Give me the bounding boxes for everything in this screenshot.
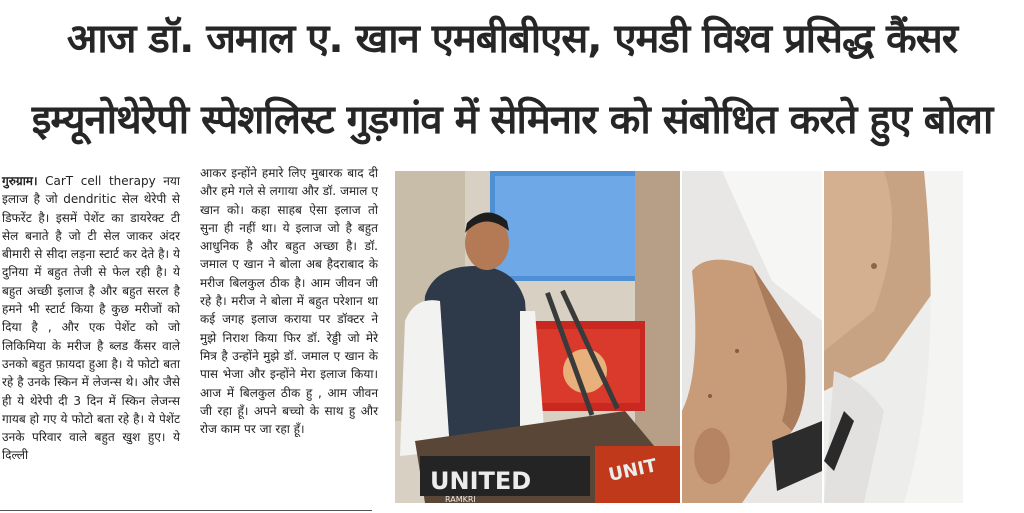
column-rule xyxy=(0,510,372,511)
article-column-2 xyxy=(200,164,378,438)
article-column-1 xyxy=(2,172,180,465)
podium-lettering: UNITED xyxy=(430,467,532,495)
podium-sub-lettering: RAMKRI xyxy=(445,495,476,503)
photo-arm-after xyxy=(824,171,963,503)
dateline: गुरुग्राम। xyxy=(2,174,38,188)
article-text-col1: CarT cell therapy नया इलाज है जो dendritic सेल थेरेपी से डिफरेंट है। इसमें पेशेंट का डायरेक्ट टी सेल बनाते है जो टी सेल जाकर अंदर बीमारी से सीदा लड़ना स्टार्ट कर देते है। ये दुनिया में बहुत तेजी से फेल रही है। ये बहुत अच्छी इलाज है और बहुत सरल है हमने भी स्टार्ट किया है कुछ मरीजों को दिया है , और एक पेशेंट को जो लिकिमिया के मरीज है ब्लड कैंसर वाले उनको बहुत फ़ायदा हुआ है। ये फोटो बता रहे है उनके स्किन में लेजन्स थे। और जैसे ही ये थेरेपी दी 3 दिन में स्किन लेजन्स गायब हो गए ये फोटो बता रहे है। ये पेशेंट उनके परिवार वाले बहुत खुश हुए। ये दिल्ली xyxy=(2,174,180,463)
photo-speaker-at-podium xyxy=(395,171,680,503)
photo-arm-before xyxy=(682,171,822,503)
headline-line-2: इम्यूनोथेरेपी स्पेशलिस्ट गुड़गांव में सेमिनार को संबोधित करते हुए बोला xyxy=(31,97,993,143)
article-text-col2: आकर इन्होंने हमारे लिए मुबारक बाद दी और हमे गले से लगाया और डॉ. जमाल ए खान को। कहा साहब ऐसा इलाज तो सुना ही नहीं था। ये इलाज जो है बहुत आधुनिक है और बहुत अच्छा है। डॉ. जमाल ए खान ने बोला अब हैदराबाद के मरीज बिलकुल ठीक है। आम जीवन जी रहे है। मरीज ने बोला में बहुत परेशान था कई जगह इलाज कराया पर डॉक्टर ने मुझे निराश किया फिर डॉ. रेड्डी जो मेरे मित्र है उन्होंने मुझे डॉ. जमाल ए खान के पास भेजा और इन्होंने मेरा इलाज किया। आज में बिलकुल ठीक हु , आम जीवन जी रहा हूँ। अपने बच्चो के साथ हु और रोज काम पर जा रहा हूँ। xyxy=(200,166,378,437)
headline-line-1: आज डॉ. जमाल ए. खान एमबीबीएस, एमडी विश्व प्रसिद्ध कैंसर xyxy=(66,16,958,62)
podium-lettering-2: UNIT xyxy=(606,455,659,486)
